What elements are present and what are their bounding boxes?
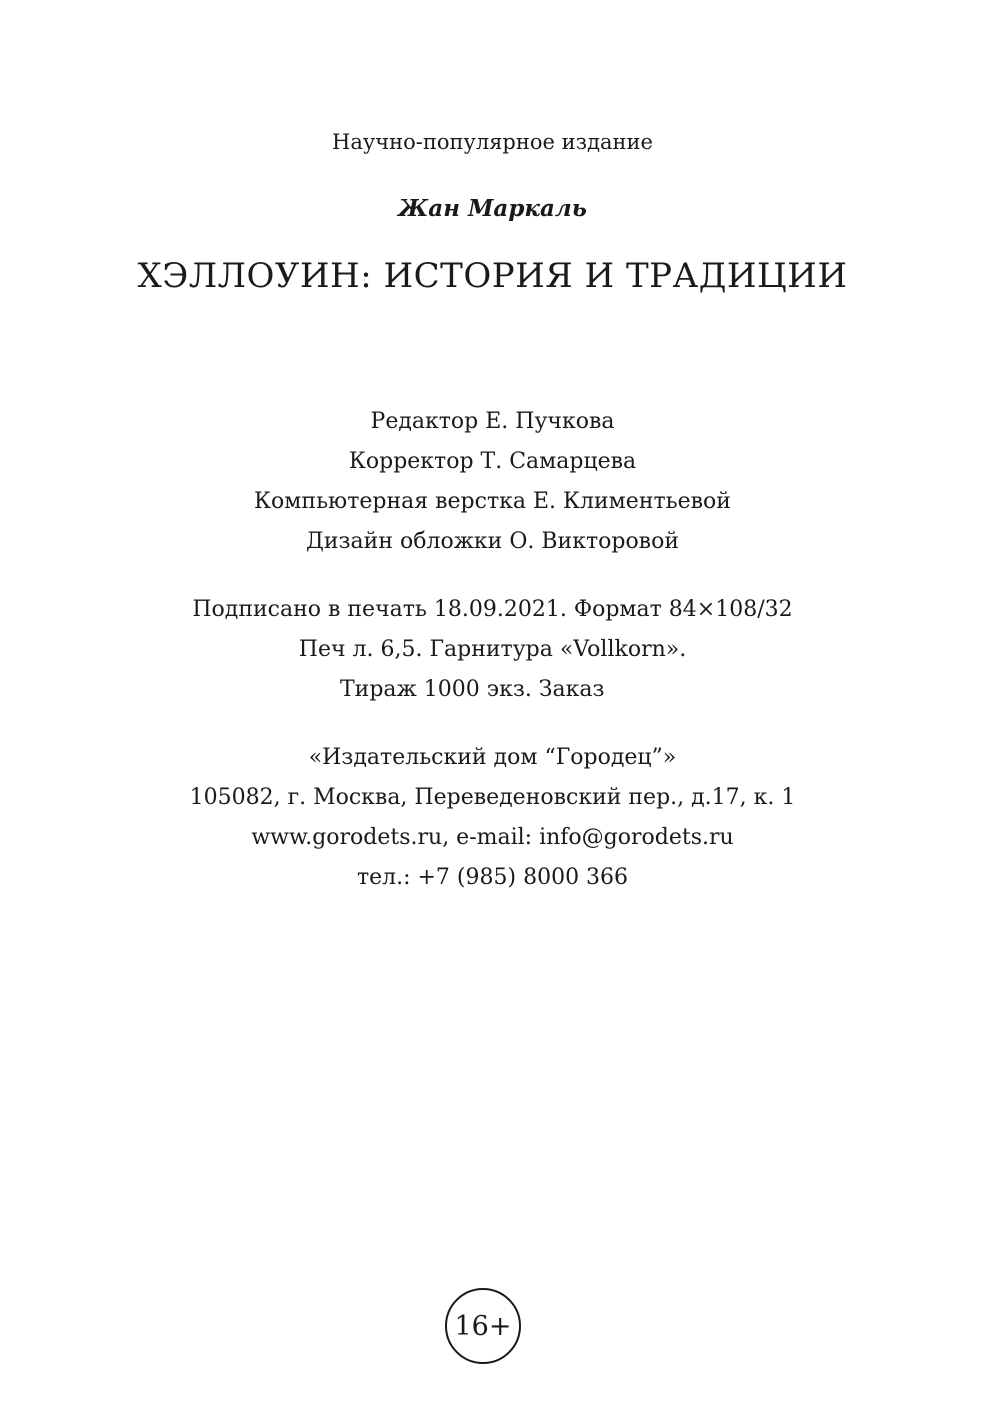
age-rating-label: 16+ (454, 1310, 512, 1342)
age-rating-badge (445, 1288, 521, 1364)
credit-layout: Компьютерная верстка Е. Климентьевой (254, 489, 731, 514)
publisher-phone: тел.: +7 (985) 8000 366 (356, 865, 629, 890)
author-name: Жан Маркаль (398, 195, 587, 222)
print-info-block (0, 590, 985, 710)
credit-cover-design: Дизайн обложки О. Викторовой (306, 529, 679, 554)
print-run-order: Тираж 1000 экз. Заказ (340, 677, 605, 702)
credits-block (0, 402, 985, 562)
publisher-web-email: www.gorodets.ru, e-mail: info@gorodets.ru (251, 825, 734, 850)
publication-genre: Научно-популярное издание (332, 130, 653, 154)
publisher-block (0, 738, 985, 898)
credit-editor: Редактор Е. Пучкова (370, 409, 615, 434)
credit-proofreader: Корректор Т. Самарцева (348, 449, 637, 474)
print-signed-format: Подписано в печать 18.09.2021. Формат 84×108/32 (192, 597, 793, 622)
print-sheets-typeface: Печ л. 6,5. Гарнитура «Vollkorn». (298, 637, 687, 662)
book-title: ХЭЛЛОУИН: ИСТОРИЯ И ТРАДИЦИИ (137, 256, 848, 296)
publisher-address: 105082, г. Москва, Переведеновский пер., д.17, к. 1 (189, 785, 796, 810)
publisher-name: «Издательский дом “Городец”» (308, 745, 677, 770)
